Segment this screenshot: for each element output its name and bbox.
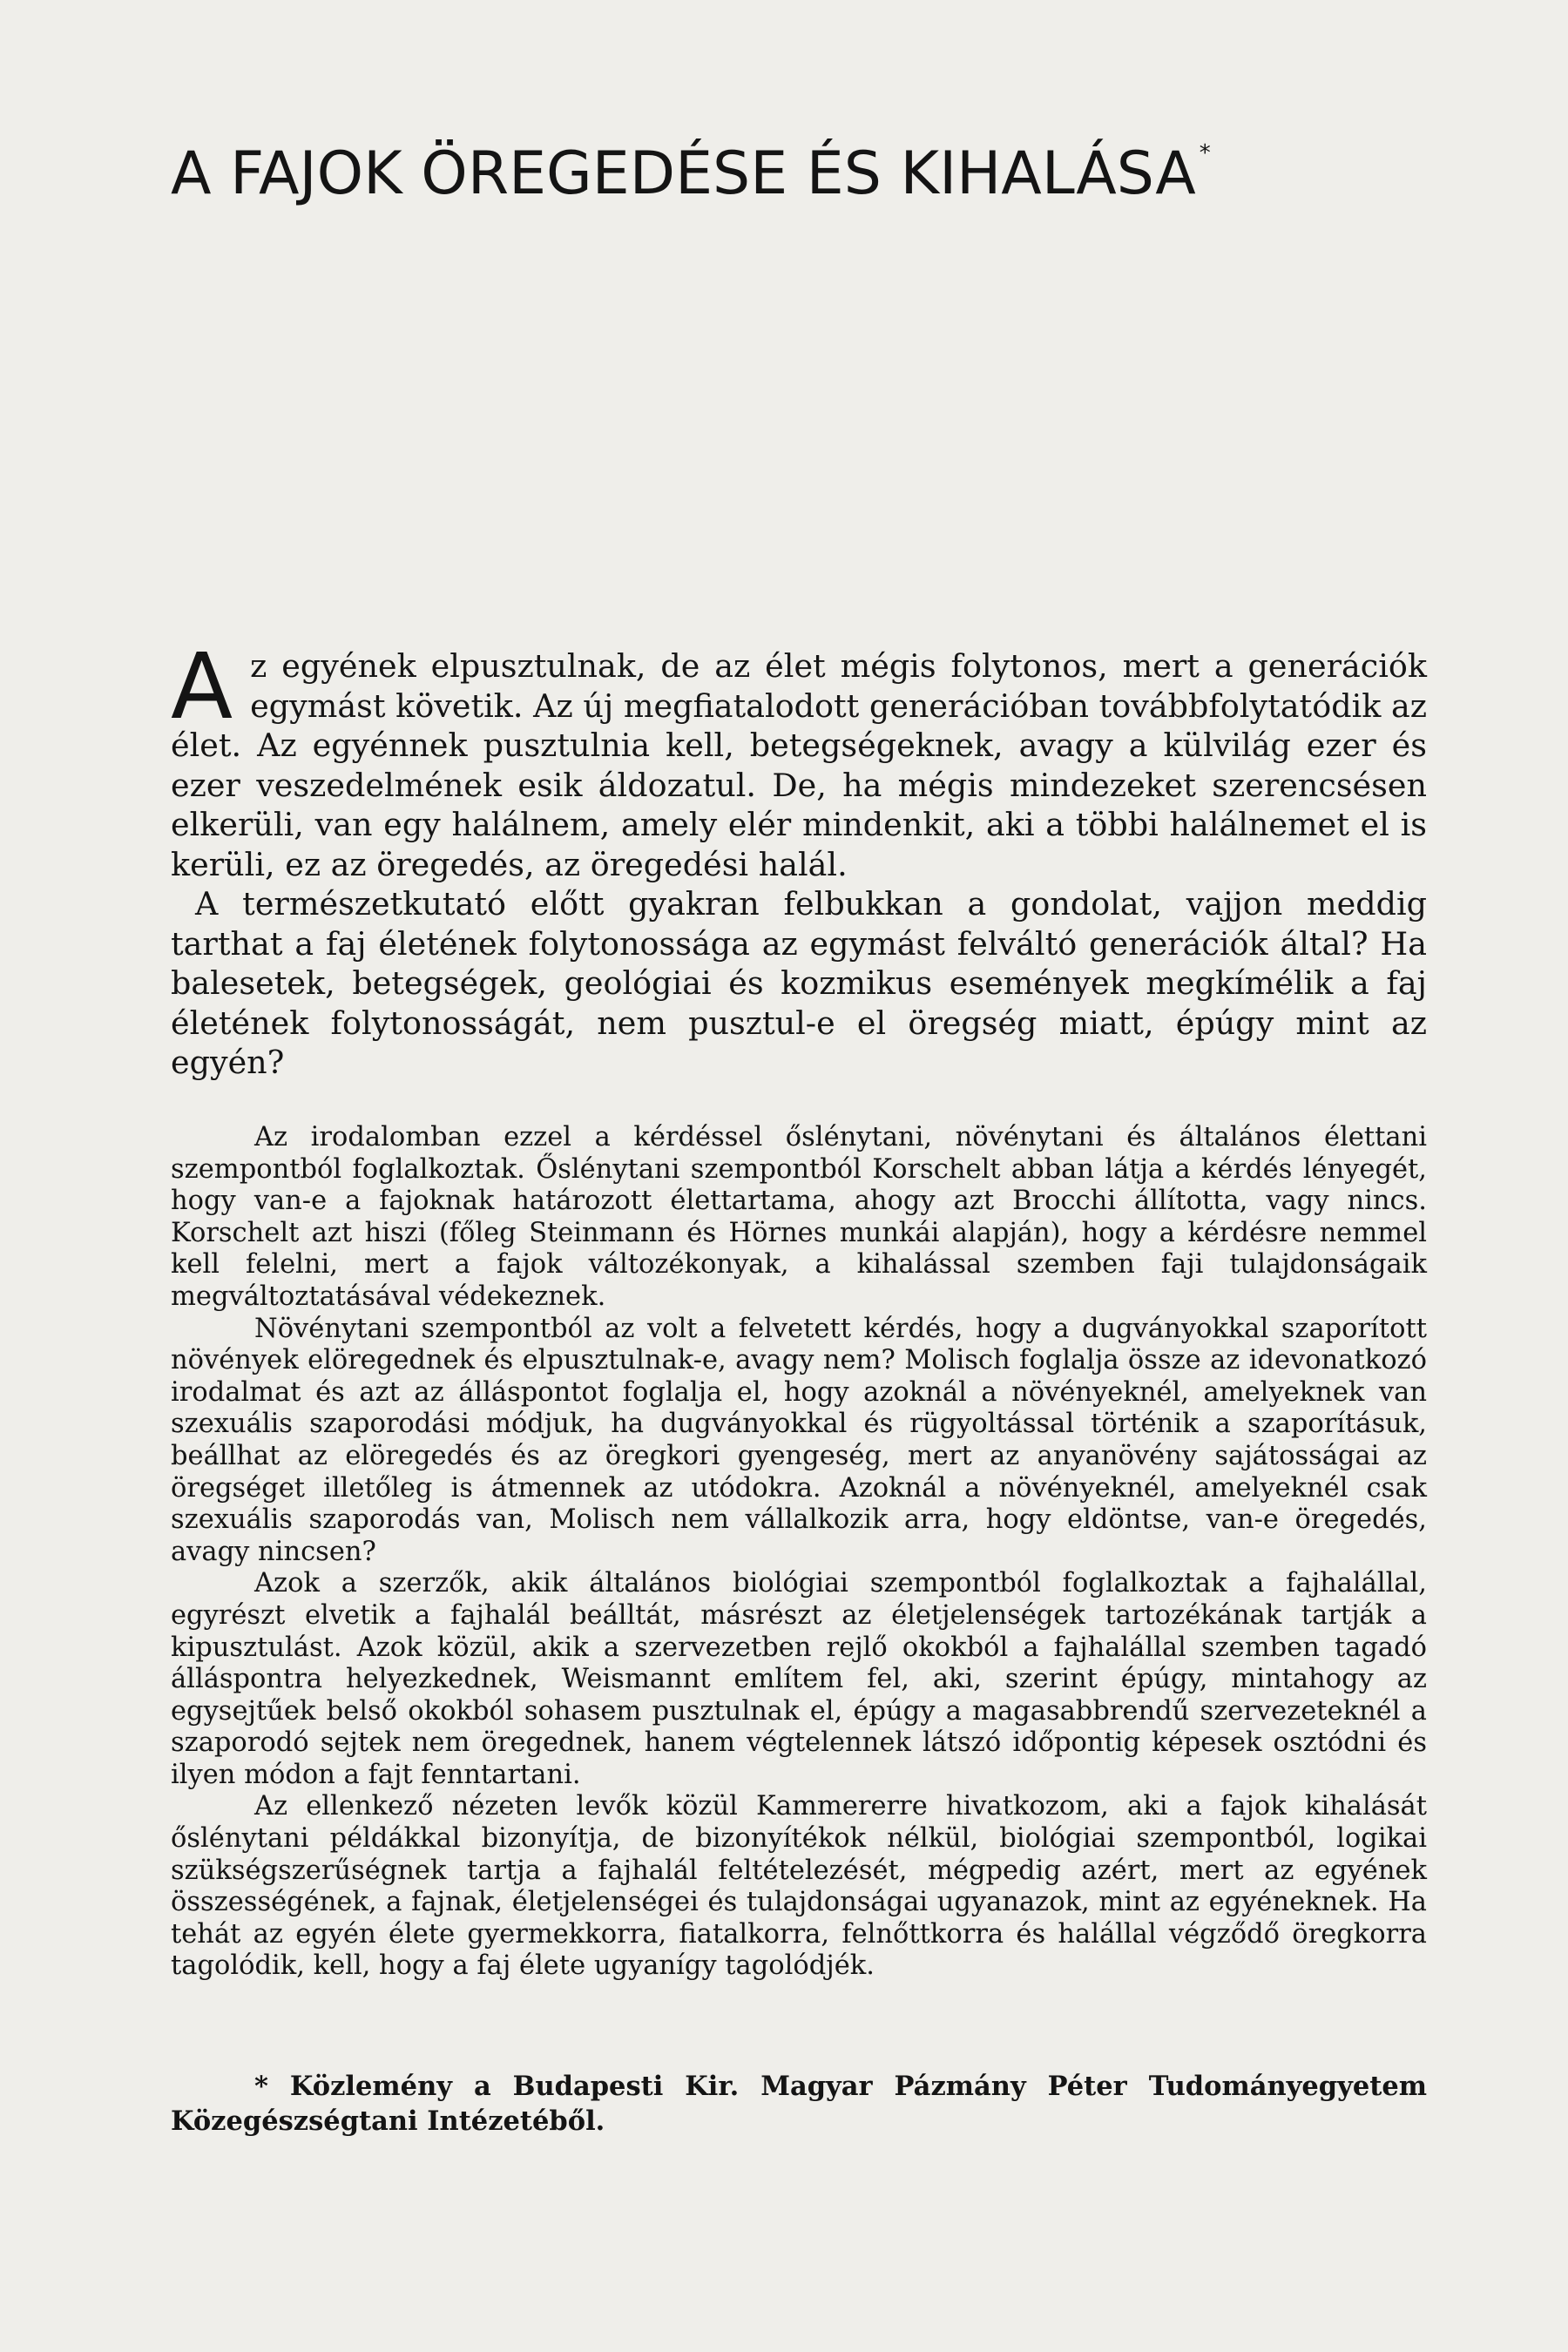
- body-paragraph-1: Az irodalomban ezzel a kérdéssel őslénytani, növénytani és általános élettani szempontból foglalkoztak. Őslénytani szempontból Korschelt abban látja a kérdés lényegét, hogy van-e a fajoknak határozott élettartama, ahogy azt Brocchi állította, vagy nincs. Korschelt azt hiszi (főleg Steinmann és Hörnes munkái alapján), hogy a kérdésre nemmel kell felelni, mert a fajok változékonyak, a kihalással szemben faji tulajdonságaik megváltoztatásával védekeznek.: [171, 1122, 1427, 1312]
- footnote-marker: *: [1199, 140, 1211, 166]
- footnote-text: * Közlemény a Budapesti Kir. Magyar Pázmány Péter Tudományegyetem Közegészségtani Intézetéből.: [171, 2071, 1427, 2137]
- body-paragraph-4: Az ellenkező nézeten levők közül Kammererre hivatkozom, aki a fajok kihalását őslénytani példákkal bizonyítja, de bizonyítékok nélkül, biológiai szempontból, logikai szükségszerűségnek tartja a fajhalál feltételezését, mégpedig azért, mert az egyének összességének, a fajnak, életjelenségei és tulajdonságai ugyanazok, mint az egyéneknek. Ha tehát az egyén élete gyermekkorra, fiatalkorra, felnőttkorra és halállal végződő öregkorra tagolódik, kell, hogy a faj élete ugyanígy tagolódjék.: [171, 1791, 1427, 1982]
- body-paragraph-3: Azok a szerzők, akik általános biológiai szempontból foglalkoztak a fajhalállal, egyrészt elvetik a fajhalál beálltát, másrészt az életjelenségek tartozékának tartják a kipusztulást. Azok közül, akik a szervezetben rejlő okokból a fajhalállal szemben tagadó álláspontra helyezkednek, Weismannt említem fel, aki, szerint épúgy, mintahogy az egysejtűek belső okokból sohasem pusztulnak el, épúgy a magasabbrendű szervezeteknél a szaporodó sejtek nem öregednek, hanem végtelennek látszó időpontig képesek osztódni és ilyen módon a fajt fenntartani.: [171, 1568, 1427, 1790]
- lead-paragraph-1: [171, 633, 1427, 884]
- lead-paragraph-2: A természetkutató előtt gyakran felbukkan a gondolat, vajjon meddig tarthat a faj életének folytonossága az egymást felváltó generációk által? Ha balesetek, betegségek, geológiai és kozmikus események megkímélik a faj életének folytonosságát, nem pusztul-e el öregség miatt, épúgy mint az egyén?: [171, 885, 1427, 1081]
- footnote: [171, 2069, 1427, 2139]
- body-paragraph-2: Növénytani szempontból az volt a felvetett kérdés, hogy a dugványokkal szaporított növények elöregednek és elpusztulnak-e, avagy nem? Molisch foglalja össze az idevonatkozó irodalmat és azt az álláspontot foglalja el, hogy azoknál a növényeknél, amelyeknek van szexuális szaporodási módjuk, ha dugványokkal és rügyoltással történik a szaporításuk, beállhat az elöregedés és az öregkori gyengeség, mert az anyanövény sajátosságai az öregséget illetőleg is átmennek az utódokra. Azoknál a növényeknél, amelyeknél csak szexuális szaporodás van, Molisch nem vállalkozik arra, hogy eldöntse, van-e öregedés, avagy nincsen?: [171, 1313, 1427, 1567]
- lead-section: [171, 633, 1427, 1083]
- article-title-text: A FAJOK ÖREGEDÉSE ÉS KIHALÁSA: [171, 139, 1196, 208]
- body-text: [171, 1122, 1427, 1983]
- lead-paragraph-1-text: z egyének elpusztulnak, de az élet mégis folytonos, mert a generációk egymást követik. Az új megfiatalodott generációban továbbfolytatódik az élet. Az egyénnek pusztulnia kell, betegségeknek, avagy a külvilág ezer és ezer veszedelmének esik áldozatul. De, ha mégis mindezeket szerencsésen elkerüli, van egy halálnem, amely elér mindenkit, aki a többi halálnemet el is kerüli, ez az öregedés, az öregedési halál.: [171, 647, 1427, 883]
- article-title: [171, 139, 1408, 208]
- drop-cap: A: [171, 633, 233, 740]
